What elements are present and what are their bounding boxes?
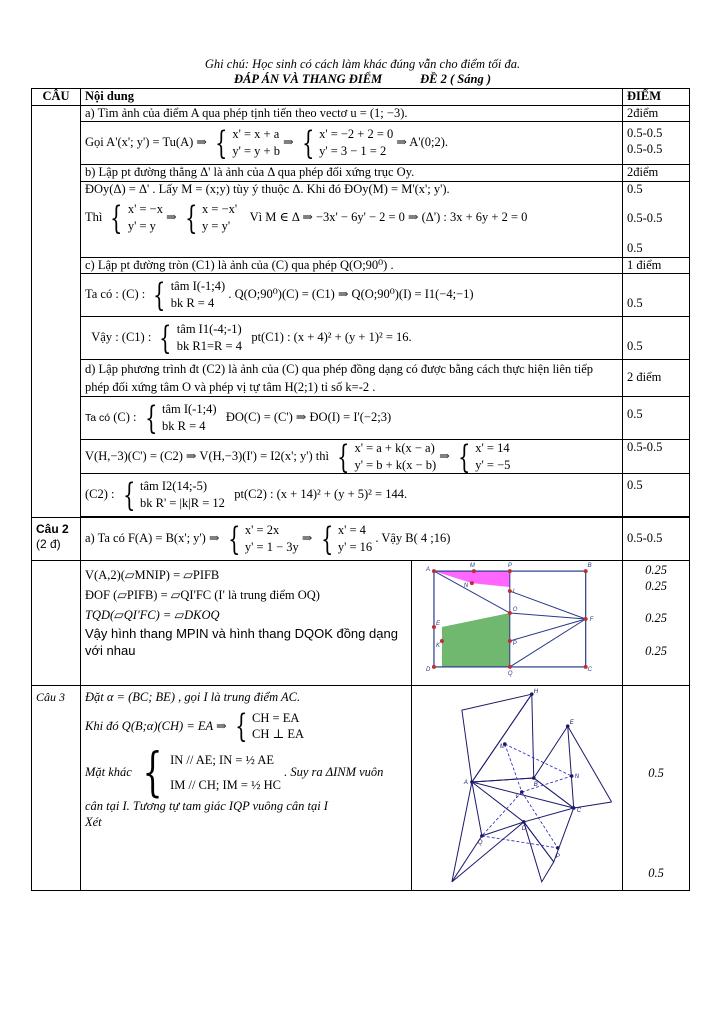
- svg-text:C: C: [577, 807, 582, 814]
- q1d-title: d) Lập phương trình đt (C2) là ảnh của (C) qua phép đồng dạng có được bằng cách thực hiện liên tiếp phép đối xứng tâm O và phép vị tự tâm H(2;1) tỉ số k=-2 .: [81, 359, 623, 396]
- q1d-system-2: { x' = a + k(x − a) y' = b + k(x − b): [337, 437, 437, 476]
- table-header-row: [32, 89, 690, 106]
- header-content: Nội dung: [81, 89, 623, 106]
- q1d-system-3: { x' = 14 y' = −5: [457, 437, 511, 476]
- q1b-system-1: { x' = −x y' = y: [110, 199, 163, 238]
- exam-title: [0, 72, 725, 87]
- svg-text:E: E: [436, 620, 441, 627]
- q1b-solution: ĐOy(Δ) = Δ' . Lấy M = (x;y) tùy ý thuộc Δ. Khi đó ĐOy(M) = M'(x'; y'). Thì { x' = −x y' = y ⇒ { x = −x' y = y' Vì M ∈ Δ ⇒ −3x' − 6y' − 2 = 0 ⇒ (Δ') : 3x + 6y + 2 = 0: [81, 181, 623, 257]
- q1c-title-score: 1 điểm: [623, 257, 690, 274]
- q1d-step2: V(H,−3)(C') = (C2) ⇒ V(H,−3)(I') = I2(x'; y') thì { x' = a + k(x − a) y' = b + k(x − b) ⇒ { x' = 14 y' = −5: [81, 439, 623, 474]
- q3-row: [32, 685, 690, 890]
- header-question: CÂU: [32, 89, 81, 106]
- q2b-line3: TQD(▱QI'FC) = ▱DKOQ: [85, 607, 220, 622]
- q1a-title-score: 2điểm: [623, 105, 690, 122]
- svg-text:N: N: [464, 582, 469, 589]
- q2b-line4: Vậy hình thang MPIN và hình thang DQOK đồng dạng với nhau: [85, 625, 398, 659]
- q1-label-cell: [32, 105, 81, 518]
- q1a-solution-row: [32, 122, 690, 165]
- q2b-line2: ĐOF (▱PIFB) = ▱QI'FC (I' là trung điểm OQ): [85, 587, 320, 602]
- q1a-title: a) Tìm ảnh của điểm A qua phép tịnh tiến theo vectơ u = (1; −3).: [81, 105, 623, 122]
- q2-label: Câu 2 (2 đ): [32, 518, 81, 561]
- exam-code: ĐỀ 2 ( Sáng ): [420, 72, 491, 86]
- q2b-label-cell: [32, 560, 81, 685]
- q2a-system-2: { x' = 4 y' = 16: [320, 520, 373, 558]
- answer-table: [31, 88, 690, 891]
- svg-text:H: H: [534, 689, 539, 696]
- svg-text:Q: Q: [508, 670, 513, 677]
- q1b-scores: 0.5 0.5-0.5 0.5: [623, 181, 690, 257]
- q1c-step2-row: [32, 316, 690, 359]
- q3-line5: Xét: [85, 814, 102, 829]
- svg-text:N: N: [575, 773, 580, 780]
- q1b-title: b) Lập pt đường thẳng Δ' là ảnh của Δ qua phép đối xứng trục Oy.: [81, 165, 623, 182]
- trapezoid-dqok: [442, 613, 510, 667]
- q3-figure-lines: [452, 694, 612, 882]
- q1a-title-row: [32, 105, 690, 122]
- q1c-title: c) Lập pt đường tròn (C1) là ảnh của (C) qua phép Q(O;90⁰) .: [81, 257, 623, 274]
- q1c-step1-row: [32, 274, 690, 317]
- q1d-title-row: [32, 359, 690, 396]
- q3-line1: Đặt α = (BC; BE) , gọi I là trung điểm AC.: [85, 689, 301, 704]
- q2a-row: [32, 518, 690, 561]
- q1d-title-score: 2 điểm: [623, 359, 690, 396]
- svg-text:F: F: [590, 616, 594, 623]
- segment-if: [510, 588, 586, 619]
- q1a-scores: 0.5-0.5 0.5-0.5: [623, 122, 690, 165]
- q1d-score2: 0.5-0.5: [623, 439, 690, 474]
- svg-text:I: I: [513, 588, 515, 595]
- q1c-score1: 0.5: [623, 274, 690, 317]
- q3-line4: cân tại I. Tương tự tam giác IQP vuông cân tại I: [85, 799, 328, 814]
- q1d-score1: 0.5: [623, 396, 690, 439]
- q1c-score2: 0.5: [623, 316, 690, 359]
- segment-of: [510, 613, 586, 619]
- svg-text:Q: Q: [478, 839, 483, 846]
- q3-system-2: { IN // AE; IN = ½ AE IM // CH; IM = ½ HC: [142, 743, 281, 804]
- q1d-step3: (C2) : { tâm I2(14;-5) bk R' = |k|R = 12 pt(C2) : (x + 14)² + (y + 5)² = 144.: [81, 474, 623, 517]
- q3-line2: Khi đó Q(B;α)(CH) = EA ⇒ { CH = EA CH ⊥ EA: [85, 707, 305, 746]
- svg-text:P: P: [556, 853, 561, 860]
- q2a-score: 0.5-0.5: [623, 518, 690, 561]
- svg-text:C: C: [588, 666, 593, 673]
- q1c-step1: Ta có : (C) : { tâm I(-1;4) bk R = 4 . Q(O;90⁰)(C) = (C1) ⇒ Q(O;90⁰)(I) = I1(−4;−1): [81, 274, 623, 317]
- svg-text:O: O: [513, 606, 518, 613]
- svg-text:I: I: [516, 793, 518, 800]
- exam-note: Ghi chú: Học sinh có cách làm khác đúng vẫn cho điểm tối đa.: [204, 57, 521, 71]
- q1b-solution-row: [32, 181, 690, 257]
- q1b-title-score: 2điểm: [623, 165, 690, 182]
- q2a-system-1: { x' = 2x y' = 1 − 3y: [227, 520, 299, 558]
- q1d-score3: 0.5: [623, 474, 690, 517]
- q3-system-1: { CH = EA CH ⊥ EA: [234, 707, 305, 746]
- svg-text:M: M: [500, 743, 506, 750]
- q1d-step2-row: [32, 439, 690, 474]
- segment-i2f: [510, 619, 586, 641]
- q1d-system-4: { tâm I2(14;-5) bk R' = |k|R = 12: [122, 476, 225, 515]
- q1a-solution: Gọi A'(x'; y') = Tu(A) ⇒ { x' = x + a y' = y + b ⇒ { x' = −2 + 2 = 0 y' = 3 − 1 = 2 ⇒ A'(0;2).: [81, 122, 623, 165]
- q2b-row: [32, 560, 690, 685]
- q3-content: [81, 685, 623, 890]
- q1a-system-2: { x' = −2 + 2 = 0 y' = 3 − 1 = 2: [301, 124, 394, 163]
- q1d-step3-row: [32, 474, 690, 517]
- svg-text:E: E: [570, 719, 575, 726]
- svg-text:P: P: [513, 640, 518, 647]
- q1c-system-1: { tâm I(-1;4) bk R = 4: [153, 276, 226, 314]
- q1d-step1-row: [32, 396, 690, 439]
- q2b-content: [81, 560, 623, 685]
- q3-figure: [412, 686, 622, 890]
- q1c-title-row: [32, 257, 690, 274]
- segment-qf: [510, 619, 586, 667]
- q1c-system-2: { tâm I1(-4;-1) bk R1=R = 4: [159, 318, 242, 357]
- q3-scores: 0.5 0.5: [623, 685, 690, 890]
- q1c-step2: Vậy : (C1) : { tâm I1(-4;-1) bk R1=R = 4 pt(C1) : (x + 4)² + (y + 1)² = 16.: [81, 316, 623, 359]
- svg-text:B: B: [534, 781, 539, 788]
- answer-key-title: ĐÁP ÁN VÀ THANG ĐIỂM: [233, 72, 383, 86]
- q1d-system-1: { tâm I(-1;4) bk R = 4: [144, 398, 217, 437]
- svg-text:K: K: [436, 642, 441, 649]
- svg-text:B: B: [588, 562, 593, 569]
- svg-text:M: M: [470, 562, 476, 569]
- q1b-title-row: [32, 165, 690, 182]
- q3-line3: Mặt khác { IN // AE; IN = ½ AE IM // CH; IM = ½ HC . Suy ra ΔINM vuôn: [85, 743, 384, 804]
- svg-text:A: A: [426, 566, 431, 573]
- q3-label: Câu 3: [32, 685, 81, 890]
- svg-text:P: P: [508, 562, 513, 569]
- q1a-system-1: { x' = x + a y' = y + b: [215, 124, 280, 163]
- q2b-scores: 0.25 0.25 0.25 0.25: [623, 560, 690, 685]
- svg-text:A: A: [464, 779, 469, 786]
- q2b-line1: V(A,2)(▱MNIP) = ▱PIFB: [85, 567, 220, 582]
- svg-text:D: D: [522, 825, 527, 832]
- q1b-system-2: { x = −x' y = y': [184, 199, 238, 238]
- q2a-solution: a) Ta có F(A) = B(x'; y') ⇒ { x' = 2x y' = 1 − 3y ⇒ { x' = 4 y' = 16 . Vậy B( 4 ;16): [81, 518, 623, 561]
- q1d-step1: Ta có (C) : { tâm I(-1;4) bk R = 4 ĐO(C) = (C') ⇒ ĐO(I) = I'(−2;3): [81, 396, 623, 439]
- q2-figure: [412, 561, 622, 685]
- header-score: ĐIỂM: [623, 89, 690, 106]
- svg-text:D: D: [426, 666, 431, 673]
